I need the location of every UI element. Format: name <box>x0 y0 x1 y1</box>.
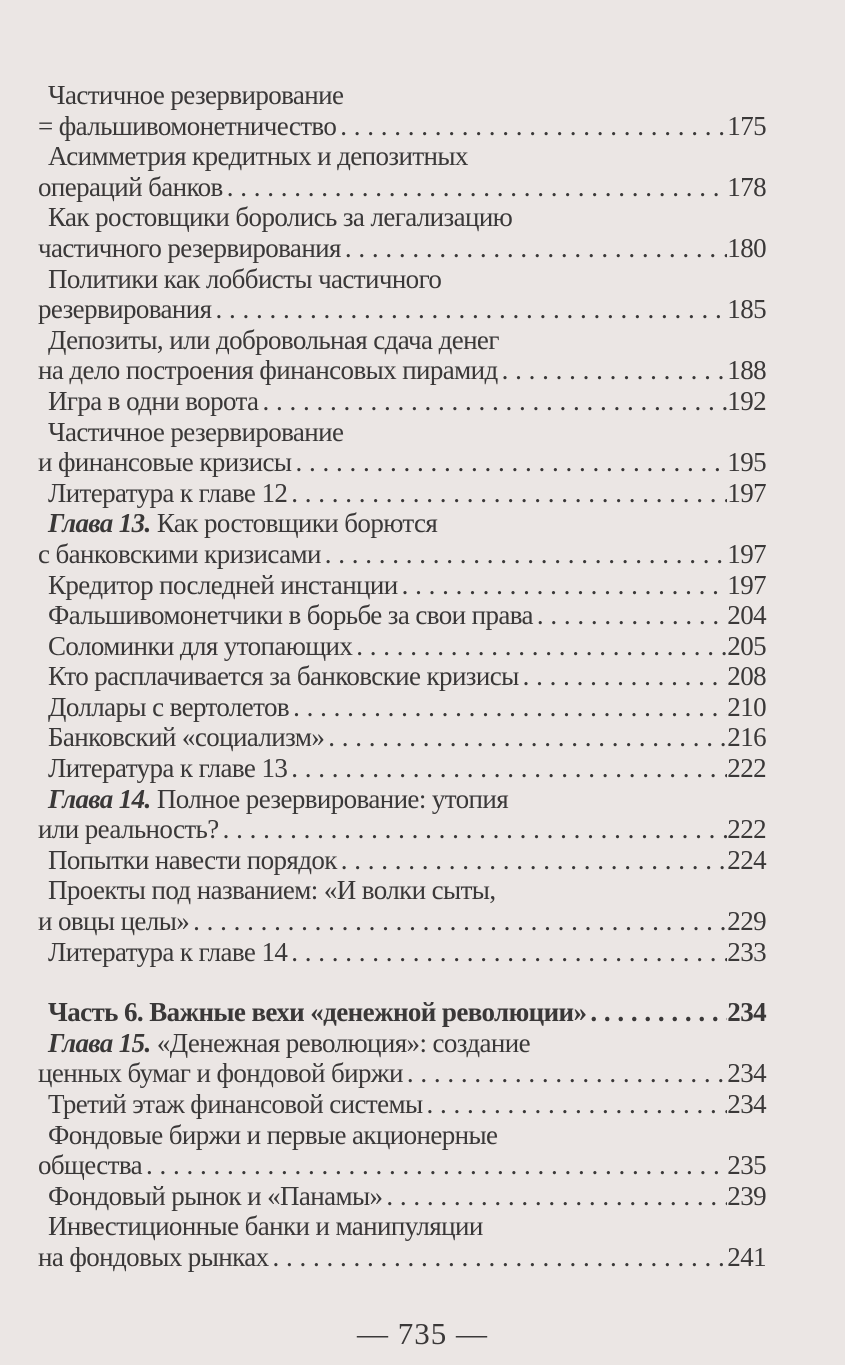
toc-entry-line <box>38 111 766 142</box>
dot-leader <box>382 1181 727 1212</box>
toc-entry-title <box>38 539 321 570</box>
toc-entry-title <box>48 661 519 692</box>
toc-section-entry <box>38 1181 766 1212</box>
toc-section-entry <box>38 692 766 723</box>
toc-part-entry <box>38 997 766 1028</box>
toc-entry-line <box>38 294 766 325</box>
toc-entry-title <box>48 875 495 906</box>
toc-entry-line <box>38 417 766 448</box>
toc-page-number: 210 <box>727 691 766 722</box>
dot-leader <box>211 294 727 325</box>
toc-section-entry <box>38 1089 766 1120</box>
toc-section-entry <box>38 202 766 263</box>
toc-entry-title <box>38 172 223 203</box>
dot-leader <box>289 692 727 723</box>
toc-entry-text: операций банков <box>38 171 223 202</box>
toc-entry-line <box>38 906 766 937</box>
toc-entry-line <box>38 264 766 295</box>
toc-page-number: 222 <box>727 814 766 845</box>
toc-section-entry <box>38 386 766 417</box>
toc-page-number: 224 <box>727 844 766 875</box>
toc-entry-line <box>38 478 766 509</box>
toc-entry-text: Частичное резервирование <box>48 80 344 110</box>
toc-entry-title <box>48 784 508 815</box>
toc-page-number: 192 <box>727 385 766 416</box>
toc-page-number: 188 <box>727 355 766 386</box>
toc-entry-text: Литература к главе 12 <box>48 477 288 508</box>
toc-entry-line <box>38 202 766 233</box>
toc-entry-line <box>38 1211 766 1242</box>
toc-page-number: 205 <box>727 630 766 661</box>
toc-entry-text: Кто расплачивается за банковские кризисы <box>48 661 519 692</box>
toc-entry-line <box>38 325 766 356</box>
toc-chapter-entry <box>38 1028 766 1089</box>
toc-section-entry <box>38 1120 766 1181</box>
toc-entry-text: Кредитор последней инстанции <box>48 569 398 600</box>
toc-entry-line <box>38 722 766 753</box>
toc-entry-title <box>38 294 211 325</box>
toc-entry-text: на фондовых рынках <box>38 1241 269 1272</box>
chapter-label: Глава 13. <box>48 508 151 539</box>
toc-entry-text: и финансовые кризисы <box>38 447 292 478</box>
toc-entry-line <box>38 80 766 111</box>
dot-leader <box>189 906 727 937</box>
toc-page-number: 234 <box>727 1058 766 1089</box>
dot-leader <box>269 1242 728 1273</box>
toc-entry-title <box>48 80 343 111</box>
dot-leader <box>336 111 727 142</box>
toc-chapter-entry <box>38 508 766 569</box>
toc-entry-title <box>38 447 291 478</box>
chapter-label: Глава 15. <box>48 1027 151 1058</box>
dot-leader <box>142 1150 727 1181</box>
dot-leader <box>519 661 728 692</box>
toc-entry-line <box>38 753 766 784</box>
toc-entry-line <box>38 386 766 417</box>
toc-section-entry <box>38 570 766 601</box>
toc-entry-line <box>38 631 766 662</box>
toc-entry-text: Игра в одни ворота <box>48 385 259 416</box>
toc-page-number: 197 <box>727 538 766 569</box>
toc-entry-title <box>48 1211 483 1242</box>
toc-entry-text: Асимметрия кредитных и депозитных <box>48 141 468 172</box>
toc-entry-title <box>38 233 341 264</box>
toc-entry-title <box>48 1028 530 1059</box>
toc-entry-text: частичного резервирования <box>38 232 341 263</box>
toc-entry-title <box>38 1150 142 1181</box>
toc-entry-title <box>48 753 287 784</box>
toc-entry-line <box>38 814 766 845</box>
dot-leader <box>533 600 727 631</box>
dot-leader <box>223 172 728 203</box>
toc-page-number: 235 <box>727 1150 766 1181</box>
toc-entry-line <box>38 233 766 264</box>
toc-entry-line <box>38 875 766 906</box>
toc-entry-line <box>38 172 766 203</box>
toc-entry-line <box>38 661 766 692</box>
toc-entry-line <box>38 997 766 1028</box>
toc-entry-line <box>38 539 766 570</box>
toc-entry-text: Как ростовщики борются <box>150 508 438 539</box>
toc-entry-text: резервирования <box>38 294 212 325</box>
toc-entry-title <box>48 997 586 1028</box>
table-of-contents <box>38 80 766 1273</box>
toc-entry-text: Инвестиционные банки и манипуляции <box>48 1211 483 1242</box>
toc-entry-text: Как ростовщики боролись за легализацию <box>48 202 513 233</box>
toc-entry-text: Третий этаж финансовой системы <box>48 1089 423 1119</box>
dot-leader <box>219 814 728 845</box>
toc-entry-title <box>48 631 352 662</box>
toc-entry-text: Депозиты, или добровольная сдача денег <box>48 324 499 355</box>
toc-entry-title <box>48 264 441 295</box>
toc-page-number: 197 <box>727 477 766 508</box>
toc-entry-text: Фальшивомонетчики в борьбе за свои права <box>48 600 533 631</box>
toc-entry-line <box>38 784 766 815</box>
toc-entry-text: Часть 6. Важные вехи «денежной революции» <box>48 997 587 1028</box>
dot-leader <box>498 355 728 386</box>
toc-section-entry <box>38 141 766 202</box>
toc-entry-title <box>48 692 289 723</box>
toc-entry-text: = фальшивомонетничество <box>38 110 337 141</box>
toc-entry-title <box>48 417 343 448</box>
toc-entry-text: на дело построения финансовых пирамид <box>38 355 498 386</box>
toc-entry-text: Фондовый рынок и «Панамы» <box>48 1180 383 1211</box>
toc-entry-title <box>48 570 398 601</box>
toc-entry-line <box>38 508 766 539</box>
toc-entry-title <box>48 325 499 356</box>
toc-entry-text: Проекты под названием: «И волки сыты, <box>48 875 496 906</box>
toc-section-entry <box>38 80 766 141</box>
toc-page-number: 222 <box>727 753 766 784</box>
toc-entry-line <box>38 1028 766 1059</box>
toc-entry-line <box>38 1150 766 1181</box>
toc-entry-title <box>38 111 336 142</box>
toc-section-entry <box>38 600 766 631</box>
toc-chapter-entry <box>38 784 766 845</box>
toc-entry-line <box>38 141 766 172</box>
toc-entry-line <box>38 1120 766 1151</box>
toc-entry-text: Литература к главе 14 <box>48 936 288 967</box>
toc-entry-text: Попытки навести порядок <box>48 844 337 875</box>
toc-entry-text: «Денежная революция»: создание <box>150 1027 530 1058</box>
dot-leader <box>287 937 727 968</box>
chapter-label: Глава 14. <box>48 783 151 814</box>
toc-entry-text: Доллары с вертолетов <box>48 691 290 722</box>
toc-entry-line <box>38 600 766 631</box>
toc-entry-title <box>48 937 287 968</box>
toc-entry-title <box>48 1181 382 1212</box>
dot-leader <box>403 1058 727 1089</box>
toc-entry-line <box>38 845 766 876</box>
toc-page-number: 185 <box>727 294 766 325</box>
toc-entry-line <box>38 1242 766 1273</box>
toc-page-number: 175 <box>727 110 766 141</box>
dot-leader <box>321 539 728 570</box>
toc-section-entry <box>38 845 766 876</box>
toc-section-entry <box>38 325 766 386</box>
dot-leader <box>291 447 727 478</box>
toc-entry-title <box>48 600 533 631</box>
toc-page-number: 204 <box>727 600 766 631</box>
dot-leader <box>341 233 727 264</box>
toc-section-entry <box>38 417 766 478</box>
toc-entry-title <box>48 722 324 753</box>
toc-page-number: 180 <box>727 232 766 263</box>
toc-entry-text: общества <box>38 1150 143 1181</box>
toc-entry-text: Частичное резервирование <box>48 416 344 447</box>
dot-leader <box>258 386 727 417</box>
toc-section-entry <box>38 264 766 325</box>
toc-section-entry <box>38 631 766 662</box>
dot-leader <box>337 845 728 876</box>
toc-page-number: 234 <box>727 1089 766 1119</box>
toc-entry-title <box>48 141 468 172</box>
toc-page-number: 208 <box>727 661 766 692</box>
toc-section-entry <box>38 753 766 784</box>
toc-entry-text: Политики как лоббисты частичного <box>48 263 442 294</box>
toc-entry-line <box>38 1089 766 1120</box>
dot-leader <box>287 478 727 509</box>
toc-section-entry <box>38 1211 766 1272</box>
toc-section-entry <box>38 722 766 753</box>
toc-section-entry <box>38 875 766 936</box>
toc-page-number: 216 <box>727 722 766 753</box>
toc-entry-text: с банковскими кризисами <box>38 538 321 569</box>
toc-entry-line <box>38 1058 766 1089</box>
toc-entry-title <box>48 386 258 417</box>
dot-leader <box>324 722 727 753</box>
dot-leader <box>423 1089 728 1120</box>
toc-page-number: 239 <box>727 1180 766 1211</box>
toc-entry-text: ценных бумаг и фондовой биржи <box>38 1058 403 1089</box>
toc-entry-title <box>38 355 498 386</box>
toc-entry-text: или реальность? <box>38 814 219 845</box>
toc-entry-line <box>38 447 766 478</box>
dot-leader <box>586 997 727 1028</box>
toc-entry-text: Литература к главе 13 <box>48 753 288 784</box>
toc-section-entry <box>38 937 766 968</box>
toc-entry-title <box>48 478 287 509</box>
toc-entry-title <box>48 508 437 539</box>
toc-entry-text: Соломинки для утопающих <box>48 630 353 661</box>
toc-entry-text: Фондовые биржи и первые акционерные <box>48 1119 498 1150</box>
dot-leader <box>398 570 728 601</box>
toc-entry-line <box>38 937 766 968</box>
toc-page-number: 178 <box>727 171 766 202</box>
toc-entry-title <box>38 906 189 937</box>
toc-entry-title <box>38 1058 403 1089</box>
toc-entry-line <box>38 1181 766 1212</box>
toc-entry-line <box>38 570 766 601</box>
toc-entry-title <box>48 1120 497 1151</box>
toc-page-number: 229 <box>727 906 766 937</box>
toc-page-number: 233 <box>727 936 766 967</box>
toc-section-entry <box>38 478 766 509</box>
toc-entry-text: Полное резервирование: утопия <box>150 783 509 814</box>
toc-entry-title <box>48 202 512 233</box>
toc-entry-title <box>38 814 219 845</box>
toc-page-number: 195 <box>727 447 766 478</box>
toc-entry-title <box>48 845 337 876</box>
toc-page-number: 234 <box>727 997 766 1028</box>
toc-entry-title <box>48 1089 423 1120</box>
toc-entry-line <box>38 692 766 723</box>
toc-page-number: 197 <box>727 569 766 600</box>
page-number: — 735 — <box>357 1316 488 1351</box>
toc-page-number: 241 <box>727 1241 766 1272</box>
toc-entry-text: Банковский «социализм» <box>48 722 325 753</box>
dot-leader <box>352 631 727 662</box>
dot-leader <box>287 753 727 784</box>
toc-entry-line <box>38 355 766 386</box>
toc-section-entry <box>38 661 766 692</box>
toc-entry-title <box>38 1242 269 1273</box>
toc-entry-text: и овцы целы» <box>38 906 190 937</box>
